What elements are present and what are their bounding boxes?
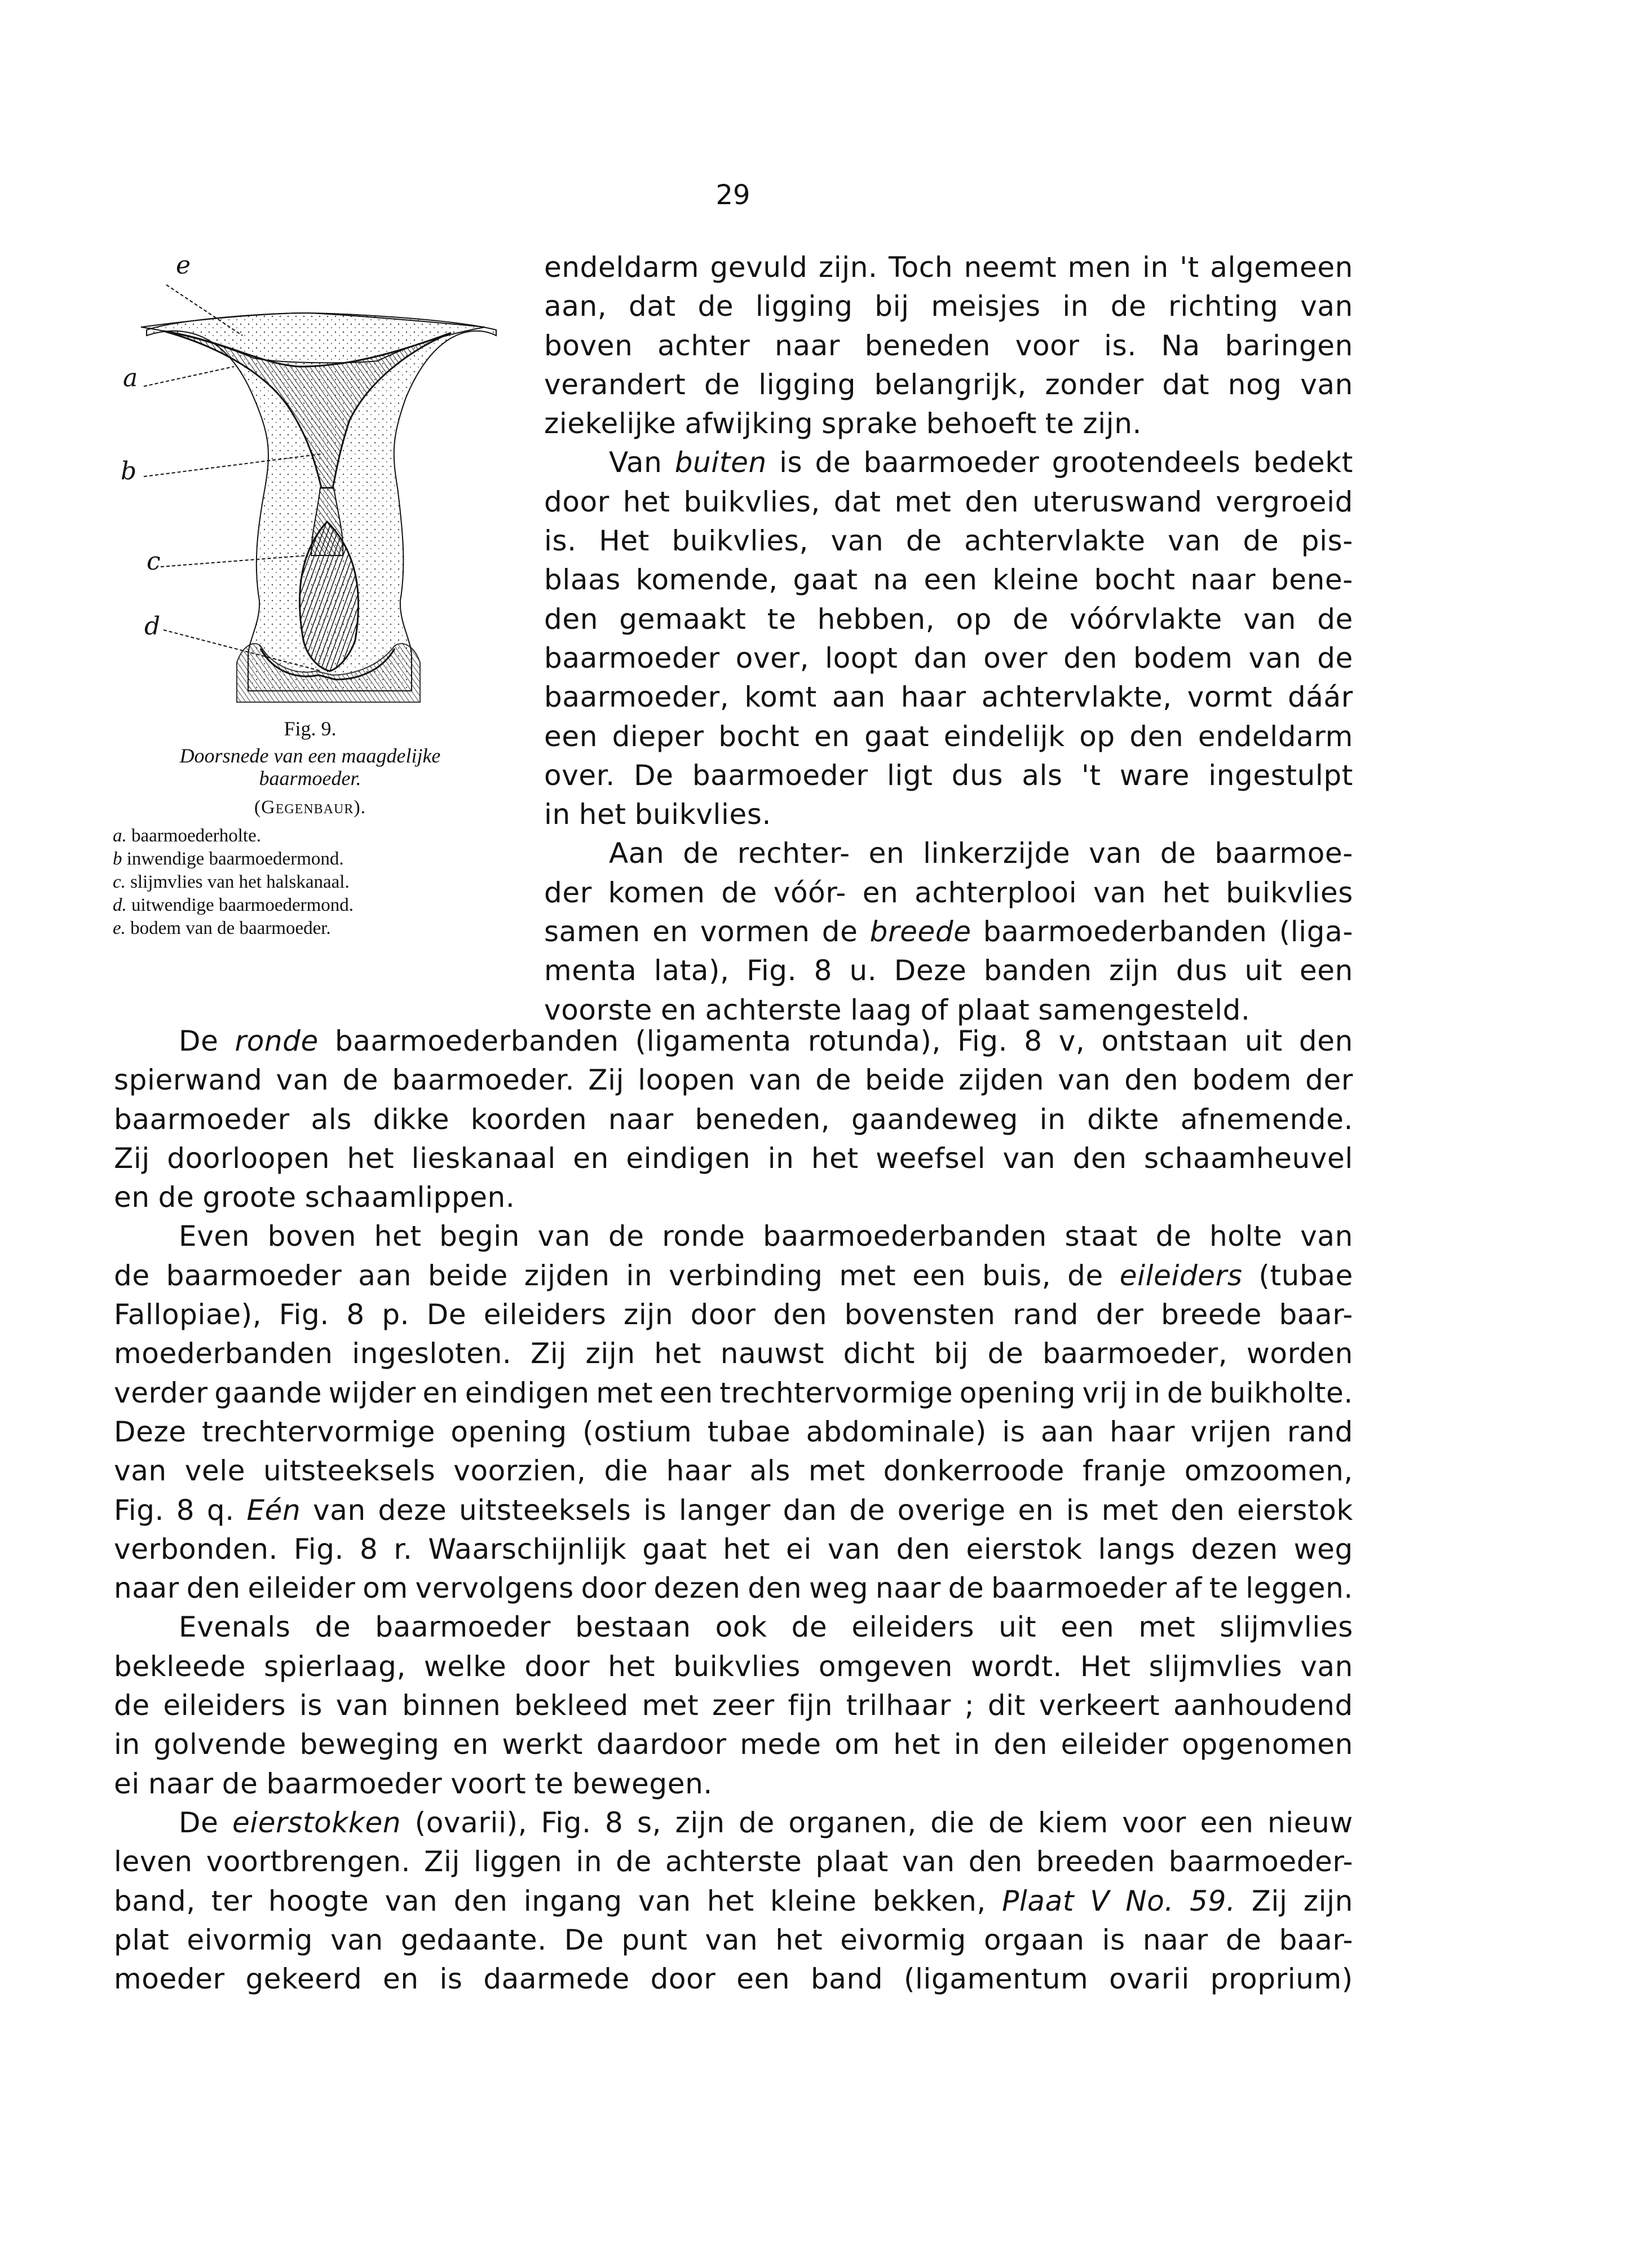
text-line: bekleede spierlaag, welke door het buikvlies omgeven wordt. Het slijmvlies van xyxy=(114,1650,1353,1683)
text-line: samen en vormen de breede baarmoederbanden (liga- xyxy=(544,915,1353,949)
text-line: baarmoeder over, loopt dan over den bodem van de xyxy=(544,641,1353,674)
figure-caption xyxy=(113,716,507,940)
text-line: baarmoeder als dikke koorden naar beneden, gaandeweg in dikte afnemende. xyxy=(114,1103,1353,1136)
text-line: den gemaakt te hebben, op de vóórvlakte van de xyxy=(544,602,1353,636)
text-line: van vele uitsteeksels voorzien, die haar als met donkerroode franje omzoomen, xyxy=(114,1454,1353,1488)
uterus-illustration xyxy=(113,251,502,719)
figure-legend xyxy=(113,825,507,940)
figure-number: Fig. 9. xyxy=(284,717,337,740)
text-line: in het buikvlies. xyxy=(544,798,771,831)
text-line: Evenals de baarmoeder bestaan ook de eileiders uit een met slijmvlies xyxy=(179,1611,1353,1644)
figure-title-line1: Doorsnede van een maagdelijke xyxy=(179,744,441,767)
figure-label-a: a xyxy=(123,364,138,393)
figure-uterus-cross-section xyxy=(113,251,502,719)
text-line: verder gaande wijder en eindigen met een trechtervormige opening vrij in de buikholte. xyxy=(114,1376,1353,1409)
text-line: De eierstokken (ovarii), Fig. 8 s, zijn de organen, die de kiem voor een nieuw xyxy=(179,1806,1353,1839)
text-line: leven voortbrengen. Zij liggen in de achterste plaat van den breeden baarmoeder- xyxy=(114,1845,1353,1879)
text-line: band, ter hoogte van den ingang van het kleine bekken, Plaat V No. 59. Zij zijn xyxy=(114,1884,1353,1917)
text-line: en de groote schaamlippen. xyxy=(114,1181,515,1214)
text-line: Aan de rechter- en linkerzijde van de baarmoe- xyxy=(609,837,1353,870)
legend-item-a: a. baarmoederholte. xyxy=(113,826,261,846)
legend-item-d: d. uitwendige baarmoedermond. xyxy=(113,895,354,915)
text-line: voorste en achterste laag of plaat samengesteld. xyxy=(544,993,1251,1026)
text-line: aan, dat de ligging bij meisjes in de richting van xyxy=(544,290,1353,323)
text-line: der komen de vóór- en achterplooi van het buikvlies xyxy=(544,876,1353,909)
text-line: Fig. 8 q. Eén van deze uitsteeksels is langer dan de overige en is met den eierstok xyxy=(114,1493,1353,1527)
text-line: ziekelijke afwijking sprake behoeft te zijn. xyxy=(544,407,1142,440)
figure-label-c: c xyxy=(147,547,161,576)
page-number: 29 xyxy=(715,179,750,211)
legend-item-b: b inwendige baarmoedermond. xyxy=(113,849,344,869)
text-line: boven achter naar beneden voor is. Na baringen xyxy=(544,329,1353,362)
text-line: Even boven het begin van de ronde baarmoederbanden staat de holte van xyxy=(179,1220,1353,1253)
text-line: spierwand van de baarmoeder. Zij loopen van de beide zijden van den bodem der xyxy=(114,1064,1353,1097)
legend-item-e: e. bodem van de baarmoeder. xyxy=(113,918,331,938)
text-line: plat eivormig van gedaante. De punt van het eivormig orgaan is naar de baar- xyxy=(114,1923,1353,1956)
figure-source: (Gegenbaur). xyxy=(254,797,366,818)
text-line: de eileiders is van binnen bekleed met zeer fijn trilhaar ; dit verkeert aanhoudend xyxy=(114,1689,1353,1722)
text-line: Van buiten is de baarmoeder grootendeels bedekt xyxy=(609,446,1353,479)
text-line: Zij doorloopen het lieskanaal en eindigen in het weefsel van den schaamheuvel xyxy=(114,1141,1353,1175)
figure-title-line2: baarmoeder. xyxy=(259,767,361,790)
figure-title xyxy=(113,744,507,790)
figure-label-e: e xyxy=(176,251,191,280)
text-line: over. De baarmoeder ligt dus als 't ware ingestulpt xyxy=(544,759,1353,792)
text-line: in golvende beweging en werkt daardoor mede om het in den eileider opgenomen xyxy=(114,1728,1353,1761)
text-line: verandert de ligging belangrijk, zonder dat nog van xyxy=(544,368,1353,401)
text-line: blaas komende, gaat na een kleine bocht naar bene- xyxy=(544,563,1353,597)
text-line: door het buikvlies, dat met den uteruswand vergroeid xyxy=(544,485,1353,518)
figure-label-d: d xyxy=(144,612,161,641)
text-line: verbonden. Fig. 8 r. Waarschijnlijk gaat het ei van den eierstok langs dezen weg xyxy=(114,1532,1353,1566)
text-line: naar den eileider om vervolgens door dezen den weg naar de baarmoeder af te leggen. xyxy=(114,1572,1353,1605)
text-line: moeder gekeerd en is daarmede door een band (ligamentum ovarii proprium) xyxy=(114,1963,1353,1996)
legend-item-c: c. slijmvlies van het halskanaal. xyxy=(113,872,350,892)
figure-label-b: b xyxy=(121,457,137,486)
text-line: ei naar de baarmoeder voort te bewegen. xyxy=(114,1767,713,1800)
text-line: een dieper bocht en gaat eindelijk op den endeldarm xyxy=(544,720,1353,753)
text-line: de baarmoeder aan beide zijden in verbinding met een buis, de eileiders (tubae xyxy=(114,1259,1353,1292)
text-line: De ronde baarmoederbanden (ligamenta rotunda), Fig. 8 v, ontstaan uit den xyxy=(179,1025,1353,1057)
body-text-full-width xyxy=(114,1022,1353,1999)
text-line: baarmoeder, komt aan haar achtervlakte, vormt dáár xyxy=(544,681,1353,714)
text-line: endeldarm gevuld zijn. Toch neemt men in 't algemeen xyxy=(544,251,1353,284)
text-line: is. Het buikvlies, van de achtervlakte van de pis- xyxy=(544,524,1353,558)
body-text-right-column xyxy=(544,248,1353,1030)
text-line: Fallopiae), Fig. 8 p. De eileiders zijn door den bovensten rand der breede baar- xyxy=(114,1298,1353,1331)
text-line: moederbanden ingesloten. Zij zijn het nauwst dicht bij de baarmoeder, worden xyxy=(114,1337,1353,1370)
text-line: Deze trechtervormige opening (ostium tubae abdominale) is aan haar vrijen rand xyxy=(114,1415,1353,1448)
text-line: menta lata), Fig. 8 u. Deze banden zijn dus uit een xyxy=(544,954,1353,987)
